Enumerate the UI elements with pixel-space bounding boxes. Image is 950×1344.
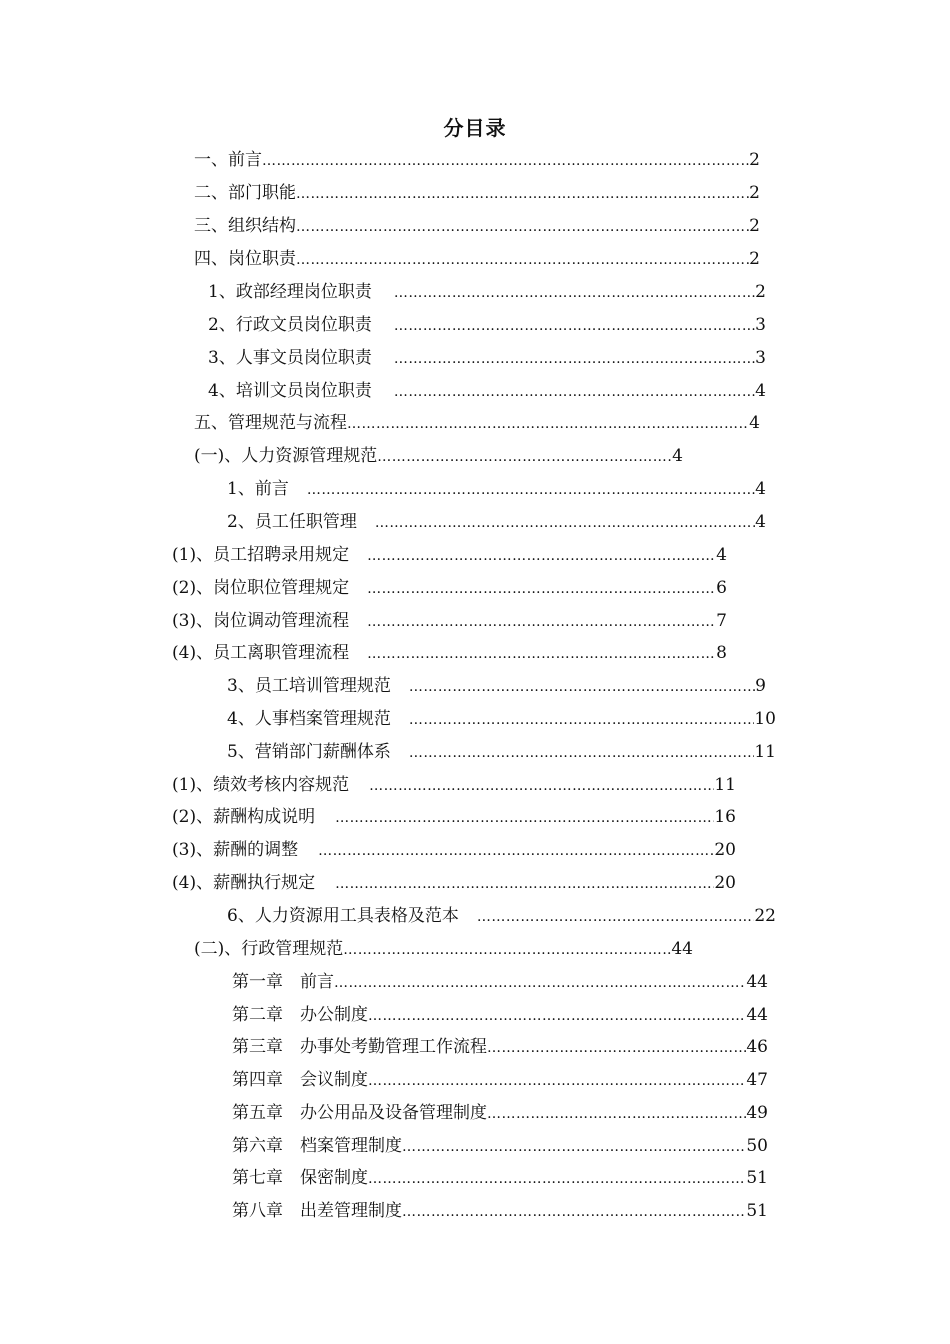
toc-entry[interactable] [227, 671, 766, 701]
toc-title: 分目录 [443, 116, 507, 140]
toc-dot-leader [334, 975, 746, 991]
toc-entry-label: 4、人事档案管理规范 [227, 709, 391, 729]
toc-entry[interactable] [208, 277, 766, 307]
toc-entry[interactable] [172, 606, 727, 636]
toc-entry-label: (3)、薪酬的调整 [172, 840, 299, 860]
toc-page-number: 4 [672, 446, 683, 466]
toc-dot-leader [262, 153, 749, 169]
toc-entry-label: 第八章 出差管理制度 [232, 1201, 402, 1221]
toc-dot-leader [296, 186, 749, 202]
toc-entry-label: (2)、薪酬构成说明 [172, 807, 316, 827]
toc-entry[interactable] [194, 211, 760, 241]
toc-page-number: 2 [755, 282, 766, 302]
toc-entry[interactable] [232, 1098, 768, 1128]
toc-entry[interactable] [172, 770, 736, 800]
toc-entry-label: 五、管理规范与流程 [194, 413, 347, 433]
toc-entry-label: 一、前言 [194, 150, 262, 170]
toc-entry-label: 第三章 办事处考勤管理工作流程 [232, 1037, 487, 1057]
toc-page-number: 9 [755, 676, 766, 696]
toc-dot-leader [402, 1139, 746, 1155]
toc-dot-leader [343, 942, 671, 958]
toc-dot-leader [409, 679, 755, 695]
toc-page-number: 3 [755, 348, 766, 368]
toc-entry[interactable] [227, 474, 766, 504]
toc-entry-label: 第一章 前言 [232, 972, 334, 992]
toc-entry-label: 5、营销部门薪酬体系 [227, 742, 391, 762]
toc-dot-leader [477, 909, 755, 925]
toc-entry-label: 第四章 会议制度 [232, 1070, 368, 1090]
toc-dot-leader [402, 1204, 746, 1220]
toc-dot-leader [335, 876, 714, 892]
toc-page-number: 4 [755, 479, 766, 499]
toc-dot-leader [394, 351, 755, 367]
toc-entry[interactable] [194, 934, 693, 964]
toc-entry[interactable] [232, 967, 768, 997]
toc-entry-label: 1、前言 [227, 479, 289, 499]
toc-dot-leader [369, 778, 714, 794]
toc-entry-label: 第六章 档案管理制度 [232, 1136, 402, 1156]
toc-entry[interactable] [227, 901, 776, 931]
toc-dot-leader [368, 1171, 746, 1187]
toc-dot-leader [318, 843, 714, 859]
toc-entry[interactable] [208, 376, 766, 406]
toc-entry[interactable] [172, 638, 727, 668]
toc-page-number: 8 [716, 643, 727, 663]
toc-page-number: 51 [746, 1168, 768, 1188]
toc-page-number: 44 [746, 972, 768, 992]
toc-page-number: 11 [714, 775, 736, 795]
toc-page-number: 4 [755, 381, 766, 401]
toc-dot-leader [367, 646, 716, 662]
toc-page-number: 16 [714, 807, 736, 827]
toc-entry[interactable] [194, 408, 760, 438]
toc-page-number: 11 [754, 742, 776, 762]
toc-entry[interactable] [194, 145, 760, 175]
toc-page-number: 10 [754, 709, 776, 729]
toc-entry[interactable] [232, 1065, 768, 1095]
toc-dot-leader [375, 515, 755, 531]
toc-page-number: 4 [755, 512, 766, 532]
toc-entry-label: (2)、岗位职位管理规定 [172, 578, 350, 598]
toc-dot-leader [367, 614, 716, 630]
toc-dot-leader [368, 1008, 746, 1024]
toc-entry-label: 四、岗位职责 [194, 249, 296, 269]
toc-entry[interactable] [172, 802, 736, 832]
toc-page-number: 2 [749, 150, 760, 170]
toc-entry[interactable] [172, 540, 727, 570]
toc-entry-label: 第七章 保密制度 [232, 1168, 368, 1188]
toc-entry[interactable] [208, 343, 766, 373]
toc-entry[interactable] [232, 1196, 768, 1226]
toc-entry-label: 3、人事文员岗位职责 [208, 348, 372, 368]
toc-page-number: 44 [671, 939, 693, 959]
toc-entry-label: 第五章 办公用品及设备管理制度 [232, 1103, 487, 1123]
toc-dot-leader [394, 285, 755, 301]
toc-entry[interactable] [172, 573, 727, 603]
toc-entry-label: 二、部门职能 [194, 183, 296, 203]
toc-entry[interactable] [232, 1163, 768, 1193]
toc-page-number: 2 [749, 249, 760, 269]
toc-page-number: 20 [714, 840, 736, 860]
toc-entry-label: 4、培训文员岗位职责 [208, 381, 372, 401]
toc-dot-leader [367, 548, 716, 564]
toc-dot-leader [307, 482, 755, 498]
toc-entry-label: 6、人力资源用工具表格及范本 [227, 906, 459, 926]
toc-dot-leader [296, 219, 749, 235]
toc-entry-label: (二)、行政管理规范 [194, 939, 344, 959]
toc-dot-leader [394, 318, 755, 334]
toc-entry-label: (4)、员工离职管理流程 [172, 643, 350, 663]
toc-entry[interactable] [232, 1131, 768, 1161]
toc-entry-label: (1)、员工招聘录用规定 [172, 545, 350, 565]
toc-page-number: 4 [749, 413, 760, 433]
toc-entry-label: 三、组织结构 [194, 216, 296, 236]
toc-entry[interactable] [232, 1032, 768, 1062]
toc-page-number: 3 [755, 315, 766, 335]
toc-dot-leader [377, 449, 672, 465]
toc-dot-leader [487, 1106, 746, 1122]
toc-entry-label: (一)、人力资源管理规范 [194, 446, 378, 466]
toc-dot-leader [394, 384, 755, 400]
toc-entry-label: 1、政部经理岗位职责 [208, 282, 372, 302]
toc-entry[interactable] [194, 178, 760, 208]
toc-entry[interactable] [227, 737, 776, 767]
toc-page-number: 47 [746, 1070, 768, 1090]
toc-page-number: 46 [746, 1037, 768, 1057]
toc-dot-leader [296, 252, 749, 268]
toc-dot-leader [367, 581, 716, 597]
toc-entry-label: 第二章 办公制度 [232, 1005, 368, 1025]
toc-page-number: 51 [746, 1201, 768, 1221]
toc-entry-label: (1)、绩效考核内容规范 [172, 775, 350, 795]
toc-page-number: 20 [714, 873, 736, 893]
toc-entry-label: 2、员工任职管理 [227, 512, 357, 532]
toc-entry[interactable] [172, 835, 736, 865]
toc-entry-label: 2、行政文员岗位职责 [208, 315, 372, 335]
toc-entry[interactable] [172, 868, 736, 898]
toc-dot-leader [487, 1040, 746, 1056]
toc-entry[interactable] [194, 244, 760, 274]
toc-entry[interactable] [227, 704, 776, 734]
toc-page-number: 50 [746, 1136, 768, 1156]
toc-page-number: 2 [749, 183, 760, 203]
toc-entry[interactable] [208, 310, 766, 340]
toc-entry-label: (3)、岗位调动管理流程 [172, 611, 350, 631]
toc-entry[interactable] [227, 507, 766, 537]
toc-page-number: 44 [746, 1005, 768, 1025]
toc-entry-label: (4)、薪酬执行规定 [172, 873, 316, 893]
toc-page-number: 6 [716, 578, 727, 598]
toc-dot-leader [409, 712, 755, 728]
toc-page-number: 2 [749, 216, 760, 236]
toc-entry-label: 3、员工培训管理规范 [227, 676, 391, 696]
toc-page-number: 49 [746, 1103, 768, 1123]
toc-entry[interactable] [194, 441, 683, 471]
toc-dot-leader [347, 416, 749, 432]
toc-page-number: 7 [716, 611, 727, 631]
toc-dot-leader [409, 745, 755, 761]
toc-dot-leader [368, 1073, 746, 1089]
toc-page-number: 4 [716, 545, 727, 565]
toc-dot-leader [335, 810, 714, 826]
toc-page-number: 22 [754, 906, 776, 926]
toc-entry[interactable] [232, 1000, 768, 1030]
